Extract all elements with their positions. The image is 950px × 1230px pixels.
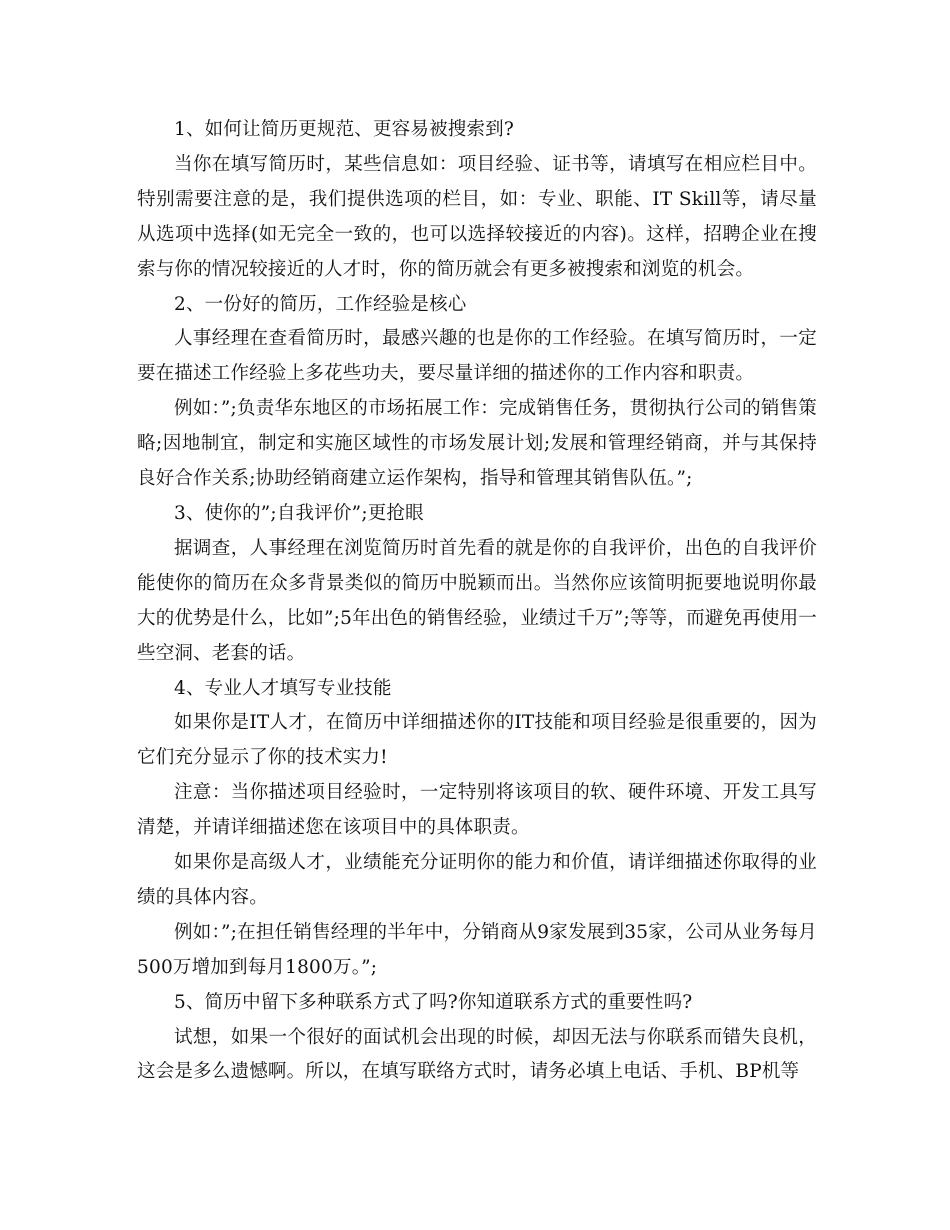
paragraph-work-example: 例如：”;负责华东地区的市场拓展工作：完成销售任务，贯彻执行公司的销售策略;因地制宜，制定和实施区域性的市场发展计划;发展和管理经销商，并与其保持良好合作关系;协助经销商建立运作架构，指导和管理其销售队伍。”; [137, 398, 817, 490]
paragraph-searchable-resume: 当你在填写简历时，某些信息如：项目经验、证书等，请填写在相应栏目中。特别需要注意的是，我们提供选项的栏目，如：专业、职能、IT Skill等，请尽量从选项中选择(如无完全一致的，也可以选择较接近的内容)。这样，招聘企业在搜索与你的情况较接近的人才时，你的简历就会有更多被搜索和浏览的机会。 [137, 153, 817, 280]
paragraph-self-evaluation: 据调查，人事经理在浏览简历时首先看的就是你的自我评价，出色的自我评价能使你的简历在众多背景类似的简历中脱颖而出。当然你应该简明扼要地说明你最大的优势是什么，比如”;5年出色的销售经验，业绩过千万”;等等，而避免再使用一些空洞、老套的话。 [137, 537, 817, 664]
paragraph-project-note: 注意：当你描述项目经验时，一定特别将该项目的软、硬件环境、开发工具写清楚，并请详细描述您在该项目中的具体职责。 [137, 782, 817, 839]
heading-1: 1、如何让简历更规范、更容易被搜索到? [174, 119, 514, 140]
paragraph-contact-info: 试想，如果一个很好的面试机会出现的时候，却因无法与你联系而错失良机，这会是多么遗憾啊。所以，在填写联络方式时，请务必填上电话、手机、BP机等 [137, 1026, 817, 1083]
heading-4: 4、专业人才填写专业技能 [174, 677, 392, 699]
paragraph-senior-talent: 如果你是高级人才，业绩能充分证明你的能力和价值，请详细描述你取得的业绩的具体内容。 [137, 852, 817, 908]
paragraph-work-experience: 人事经理在查看简历时，最感兴趣的也是你的工作经验。在填写简历时，一定要在描述工作经验上多花些功夫，要尽量详细的描述你的工作内容和职责。 [137, 328, 817, 385]
paragraph-sales-example: 例如：”;在担任销售经理的半年中，分销商从9家发展到35家，公司从业务每月500万增加到每月1800万。”; [137, 921, 817, 978]
heading-2: 2、一份好的简历，工作经验是核心 [174, 293, 467, 315]
document-body [137, 113, 817, 1090]
paragraph-it-skills: 如果你是IT人才，在简历中详细描述你的IT技能和项目经验是很重要的，因为它们充分显示了你的技术实力! [137, 712, 817, 769]
heading-3: 3、使你的”;自我评价”;更抢眼 [174, 502, 424, 524]
heading-5: 5、简历中留下多种联系方式了吗?你知道联系方式的重要性吗? [174, 991, 693, 1013]
